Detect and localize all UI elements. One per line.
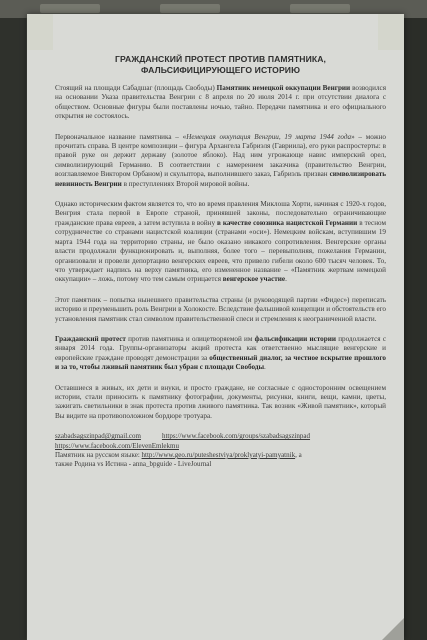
contact-line-2 bbox=[55, 442, 386, 451]
contact-line-3: Памятник на русском языке: http://www.geo.ru/puteshestviya/proklyatyi-pamyatnik, а bbox=[55, 451, 302, 459]
contact-line-4 bbox=[55, 460, 386, 469]
protest-notice-sheet bbox=[27, 14, 404, 640]
paragraph-living-memorial: Оставшиеся в живых, их дети и внуки, и просто граждане, не согласные с односторонним освещением истории, стали приносить к памятнику фотографии, документы, рисунки, книги, вещи, камни, цветы, зажигать светильники в знак протеста против лживого памятника. Так возник «Живой памятник», который Вы видите на противоположном бордюре тротуара. bbox=[55, 383, 386, 420]
title-line-2: ФАЛЬСИФИЦИРУЮЩЕГО ИСТОРИЮ bbox=[140, 65, 301, 75]
notice-body bbox=[27, 14, 404, 470]
paragraph-intro: Стоящий на площади Сабадшаг (площадь Свободы) Памятник немецкой оккупации Венгрии возводился на основании Указа правительства Венгрии с 8 апреля по 20 июля 2014 г. при отсутствии диалога с обществом. Основные фигуры были поставлены ночью, тайно. Передачи памятника и его официального открытия не состоялось. bbox=[55, 84, 386, 121]
emphasis-monument-name: Памятник немецкой оккупации Венгрии bbox=[216, 84, 351, 92]
board-slot bbox=[40, 4, 100, 13]
facebook-page-link[interactable]: https://www.facebook.com/ElevenEmlekmu bbox=[55, 441, 179, 450]
notice-title bbox=[55, 54, 386, 76]
geo-article-link[interactable]: http://www.geo.ru/puteshestviya/proklyatyi-pamyatnik bbox=[141, 451, 296, 459]
contact-line-1 bbox=[55, 432, 386, 441]
contact-links bbox=[55, 432, 386, 470]
title-line-1: ГРАЖДАНСКИЙ ПРОТЕСТ ПРОТИВ ПАМЯТНИКА, bbox=[114, 54, 327, 64]
board-slot bbox=[290, 4, 350, 13]
facebook-group-link[interactable]: https://www.facebook.com/groups/szabadsagszinpad bbox=[161, 432, 311, 441]
board-left-edge bbox=[0, 18, 26, 640]
paragraph-rewriting-history: Этот памятник – попытка нынешнего правительства страны (и руководящей партии «Фидес») переписать историю и преуменьшить роль Венгрии в Холокосте. Вследствие фальшивой концепции и обстоятельств его установления памятник стал символом правительственной спеси и стремления к неограниченной власти. bbox=[55, 295, 386, 323]
livejournal-reference: также Родина vs Истина - anna_bpguide - LiveJournal bbox=[55, 460, 212, 469]
email-link[interactable]: szabadsagszinpad@gmail.com bbox=[55, 432, 141, 441]
tape-top-right bbox=[378, 14, 404, 50]
original-title-quote: Немецкая оккупация Венгрии, 19 марта 1944 года bbox=[186, 132, 352, 141]
board-right-edge bbox=[403, 18, 427, 640]
folded-corner bbox=[382, 618, 404, 640]
board-slot bbox=[160, 4, 220, 13]
paragraph-historical-fact: Однако историческим фактом является то, что во время правления Миклоша Хорти, начиная с 1920-х годов, Венгрия стала первой в Европе страной, принявшей законы, последовательно ограничивающие гражданские права евреев, а затем вступила в войну в качестве союзника нацистской Германии в тесном сотрудничестве со странами нацистской коалиции (странами «оси»). Немецким войскам, вступившим 19 марта 1944 года на территорию страны, не было оказано никакого сопротивления. Венгерские органы власти продолжали функционировать и, выполняя, более того – перевыполняя, пожелания Германии, организовали и провели депортацию венгерских евреев, что привело гибели около 600 тысяч человек. То, что утверждает надпись на верху памятника, его измененное название – «Памятник жертвам немецкой оккупации» – ложь, потому что тем самым отрицается венгерское участие. bbox=[55, 200, 387, 284]
paragraph-civil-protest: Гражданский протест против памятника и олицетворяемой им фальсификации истории продолжается с января 2014 года. Группы-организаторы акций протеста как ответственно мыслящие венгерские и европейские граждане проводят демонстрации за общественный диалог, за честное вскрытие прошлого и за то, чтобы лживый памятник был убран с площади Свободы. bbox=[55, 334, 387, 372]
tape-top-left bbox=[27, 14, 53, 50]
paragraph-original-name: Первоначальное название памятника – «Немецкая оккупация Венгрии, 19 марта 1944 года» – можно прочитать справа. В центре композиции – фигура Архангела Габриэля (Гавриила), его руки распростерты: в правой руке он держит державу (золотое яблоко). Над ним угрожающе навис имперский орел, символизирующий Германию. В соответствии с намерением заказчика (правительство Венгрии, возглавляемое Виктором Орбаном) и скульптора, выполнившего заказ, Габриэль призван символизировать невинность Венгрии в преступлениях Второй мировой войны. bbox=[55, 132, 386, 188]
